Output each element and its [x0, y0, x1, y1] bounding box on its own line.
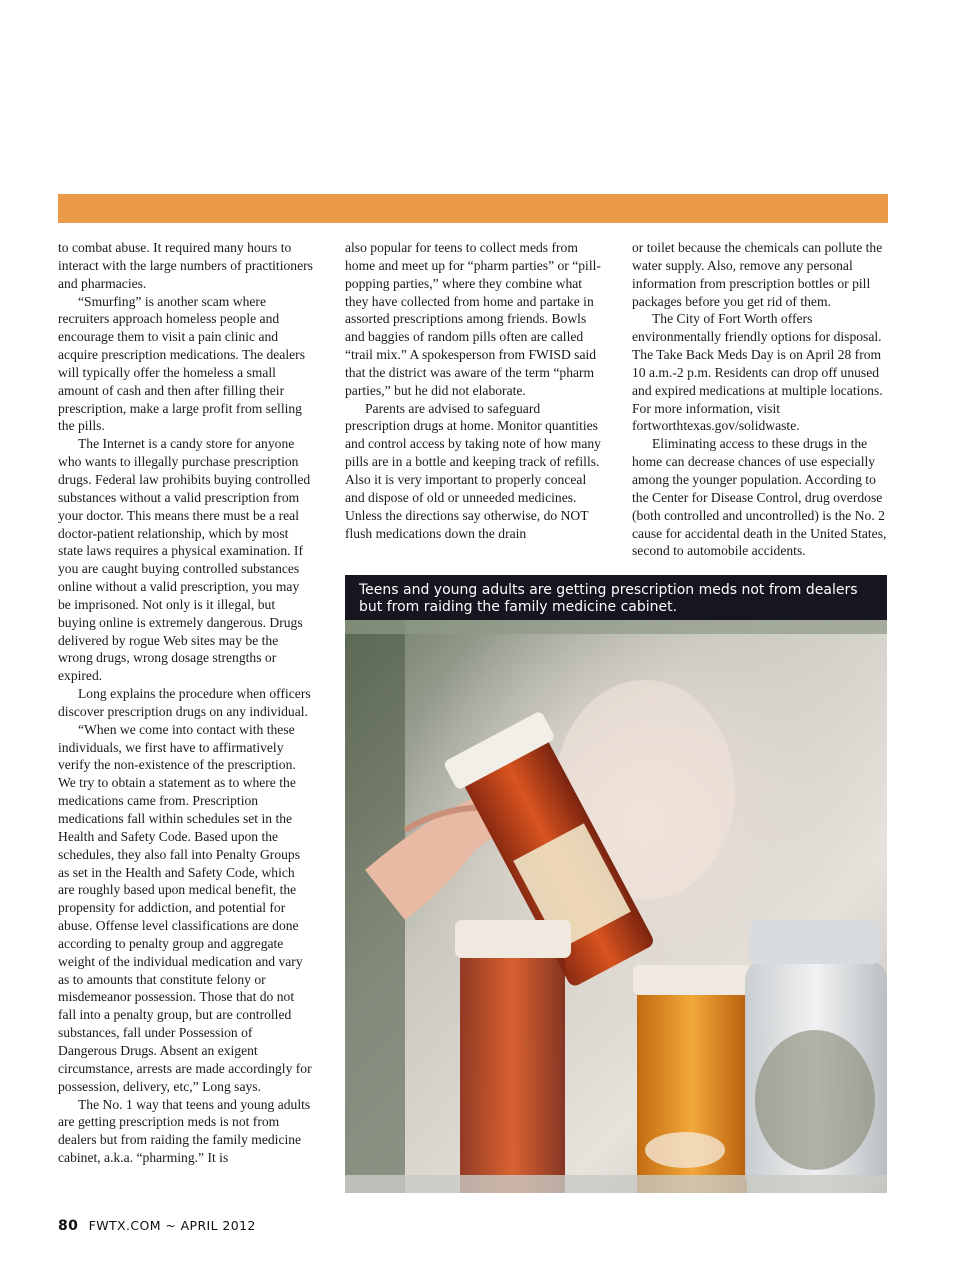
- paragraph: Parents are advised to safeguard prescription drugs at home. Monitor quantities and control access by taking note of how many pills are in a bottle and keeping track of refills. Also it is very important to properly conceal and dispose of old or unneeded medicines. Unless the directions say otherwise, do NOT flush medications down the drain: [345, 400, 601, 541]
- publication-info: FWTX.COM ~ APRIL 2012: [88, 1218, 256, 1233]
- paragraph: The Internet is a candy store for anyone who wants to illegally purchase prescription drugs. Federal law prohibits buying controlled substances without a valid prescription from your doctor. This means there must be a real doctor-patient relationship, which by most state laws requires a physical examination. If you are caught buying controlled substances online without a valid prescription, you may be imprisoned. Not only is it illegal, but buying online is extremely dangerous. Drugs delivered by rogue Web sites may be the wrong drugs, wrong dosage strengths or expired.: [58, 436, 311, 684]
- article-column-1: [58, 239, 314, 1167]
- paragraph: The City of Fort Worth offers environmentally friendly options for disposal. The Take Back Meds Day is on April 28 from 10 a.m.-2 p.m. Residents can drop off unused and expired medications at multiple locations. For more information, visit fortworthtexas.gov/solidwaste.: [632, 311, 883, 434]
- header-color-band: [58, 194, 888, 223]
- medicine-cabinet-photo: [345, 620, 887, 1193]
- paragraph: Eliminating access to these drugs in the home can decrease chances of use especially among the younger population. According to the Center for Disease Control, drug overdose (both controlled and uncontrolled) is the No. 2 cause for accidental death in the United States, second to automobile accidents.: [632, 436, 887, 559]
- photo-caption: Teens and young adults are getting prescription meds not from dealers but from raiding the family medicine cabinet.: [345, 575, 887, 620]
- paragraph: also popular for teens to collect meds from home and meet up for “pharm parties” or “pill-popping parties,” where they combine what they have collected from home and partake in assorted prescriptions among friends. Bowls and baggies of random pills often are called “trail mix.” A spokesperson from FWISD said that the district was aware of the term “pharm parties,” but he did not elaborate.: [345, 240, 601, 398]
- page-number: 80: [58, 1218, 79, 1234]
- page-footer: [58, 1218, 256, 1234]
- paragraph: The No. 1 way that teens and young adults are getting prescription meds is not from dealers but from raiding the family medicine cabinet, a.k.a. “pharming.” It is: [58, 1096, 311, 1166]
- article-column-2: [345, 239, 603, 542]
- paragraph: or toilet because the chemicals can pollute the water supply. Also, remove any personal information from prescription bottles or pill packages before you get rid of them.: [632, 240, 883, 309]
- photo-figure: [345, 575, 887, 1193]
- paragraph: Long explains the procedure when officers discover prescription drugs on any individual.: [58, 686, 311, 719]
- paragraph: “When we come into contact with these individuals, we first have to affirmatively verify the non-existence of the prescription. We try to obtain a statement as to where the medications came from. Prescription medications fall within schedules set in the Health and Safety Code. Based upon the schedules, they also fall into Penalty Groups as set in the Health and Safety Code, which are roughly based upon medical benefit, the propensity for addiction, and potential for abuse. Offense level classifications are done according to penalty group and aggregate weight of the individual medication and vary as to amounts that constitute felony or misdemeanor possession. Those that do not fall into a penalty group, but are controlled substances, fall under Possession of Dangerous Drugs. Absent an exigent circumstance, arrests are made accordingly for possession, delivery, etc,” Long says.: [58, 721, 312, 1094]
- article-column-3: [632, 239, 890, 560]
- paragraph: to combat abuse. It required many hours to interact with the large numbers of practitioners and pharmacies.: [58, 240, 313, 291]
- paragraph: “Smurfing” is another scam where recruiters approach homeless people and encourage them to visit a pain clinic and acquire prescription medications. The dealers will typically offer the homeless a small amount of cash and then after filling their prescription, make a large profit from selling the pills.: [58, 293, 305, 434]
